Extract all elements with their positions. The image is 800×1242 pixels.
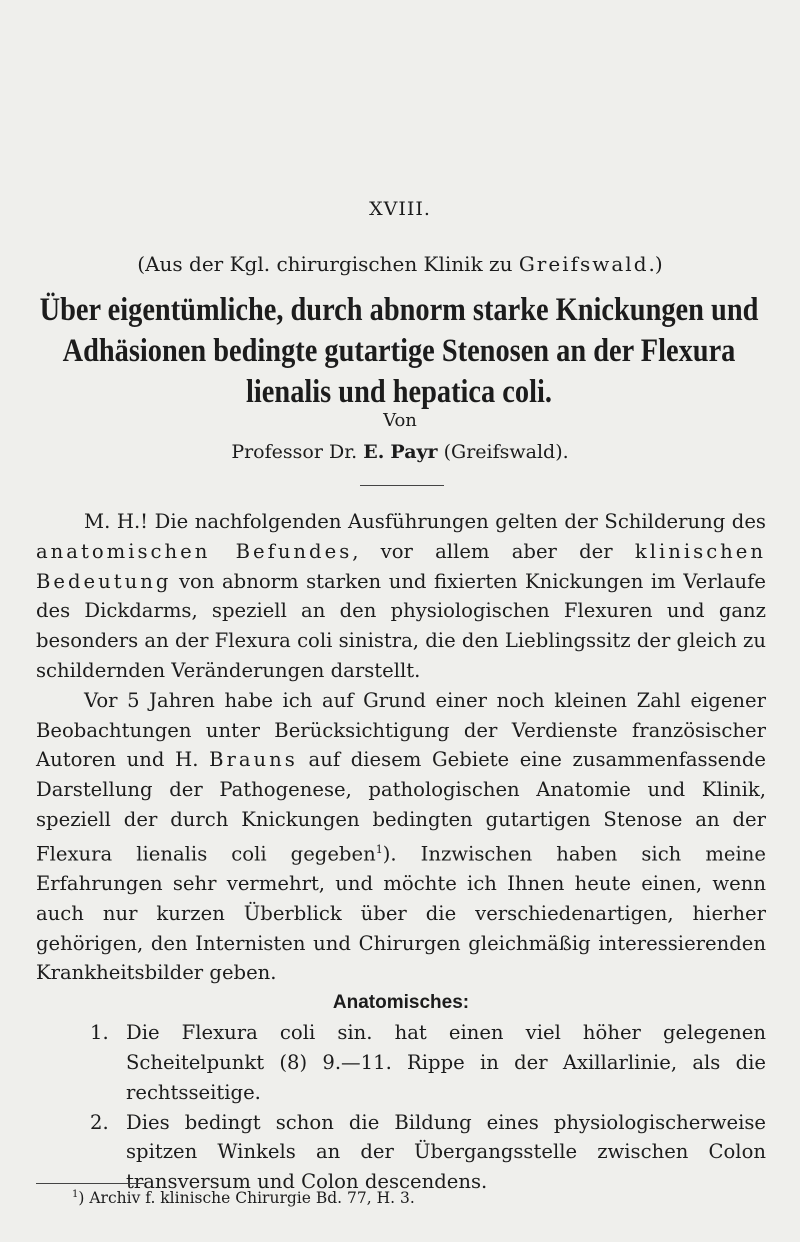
p2-text-a: Vor 5 Jahren habe ich auf Grund einer noch kleinen Zahl eigener Beobachtungen unter Berücksichtigung der Verdienste französischer Autoren und H. bbox=[36, 688, 766, 772]
institution-suffix: .) bbox=[648, 252, 663, 276]
p1-text-c: , vor allem aber der bbox=[352, 539, 635, 563]
p2-text-c: auf diesem Gebiete eine zusammenfassende Darstellung der Pathogenese, pathologischen Anatomie und Klinik, speziell der durch Knickungen bedingten gutartigen Stenose an der Flexura lienalis coli gegeben bbox=[36, 748, 766, 866]
institution-prefix: (Aus der Kgl. chirurgischen Klinik zu bbox=[137, 252, 519, 276]
author-initial: E. bbox=[363, 441, 385, 463]
author-name: Payr bbox=[390, 441, 438, 463]
p1-emphasis-anatomisch: anatomischen Befundes bbox=[36, 539, 353, 563]
footnote-text: ) Archiv f. klinische Chirurgie Bd. 77, H. 3. bbox=[78, 1189, 415, 1208]
list-item bbox=[36, 1108, 766, 1197]
list-item bbox=[36, 1018, 766, 1107]
paragraph-1 bbox=[36, 507, 766, 686]
list-item-text: Die Flexura coli sin. hat einen viel höher gelegenen Scheitelpunkt (8) 9.—11. Rippe in der Axillarlinie, als die rechtsseitige. bbox=[126, 1021, 766, 1104]
chapter-number: XVIII. bbox=[369, 198, 431, 220]
p2-text-d: ). Inzwischen haben sich meine Erfahrungen sehr vermehrt, und möchte ich Ihnen heute einen, wenn auch nur kurzen Überblick über die verschiedenartigen, hierher gehörigen, den Internisten und Chirurgen gleichmäßig interessierenden Krankheitsbilder geben. bbox=[36, 842, 767, 985]
footnote bbox=[72, 1189, 415, 1207]
p1-text-a: M. H.! Die nachfolgenden Ausführungen gelten der Schilderung des bbox=[84, 510, 766, 533]
p2-emphasis-brauns: Brauns bbox=[209, 748, 298, 772]
title-divider bbox=[360, 485, 444, 486]
p1-text-e: von abnorm starken und fixierten Knickungen im Verlaufe des Dickdarms, speziell an den physiologischen Flexuren und ganz besonders an der Flexura coli sinistra, die den Lieblingssitz der gleich zu schildernden Veränderungen darstellt. bbox=[36, 569, 766, 682]
institution-line bbox=[0, 252, 800, 276]
article-title bbox=[29, 290, 769, 413]
title-line-1: Über eigentümliche, durch abnorm starke Knickungen und bbox=[39, 292, 759, 328]
footnote-divider bbox=[36, 1183, 144, 1184]
list-item-number: 1. bbox=[90, 1021, 109, 1045]
section-heading: Anatomisches: bbox=[332, 992, 470, 1014]
list-item-text: Dies bedingt schon die Bildung eines physiologischerweise spitzen Winkels an der Übergangsstelle zwischen Colon transversum und Colon descendens. bbox=[126, 1110, 766, 1194]
institution-city: Greifswald bbox=[518, 252, 649, 276]
author-line bbox=[0, 441, 800, 463]
footnote-marker: 1 bbox=[72, 1189, 79, 1200]
author-prefix: Professor Dr. bbox=[231, 441, 364, 463]
numbered-list bbox=[36, 1018, 766, 1197]
title-line-3: lienalis und hepatica coli. bbox=[246, 374, 552, 410]
p1-emphasis-klinisch: klinischen Bedeutung bbox=[36, 539, 766, 593]
byline: Von bbox=[383, 410, 417, 431]
list-item-number: 2. bbox=[90, 1110, 109, 1134]
footnote-reference[interactable]: 1 bbox=[375, 842, 383, 856]
paragraph-2 bbox=[36, 686, 766, 989]
author-suffix: (Greifswald). bbox=[437, 441, 569, 463]
body-text bbox=[36, 507, 766, 1197]
title-line-2: Adhäsionen bedingte gutartige Stenosen an der Flexura bbox=[62, 333, 736, 369]
